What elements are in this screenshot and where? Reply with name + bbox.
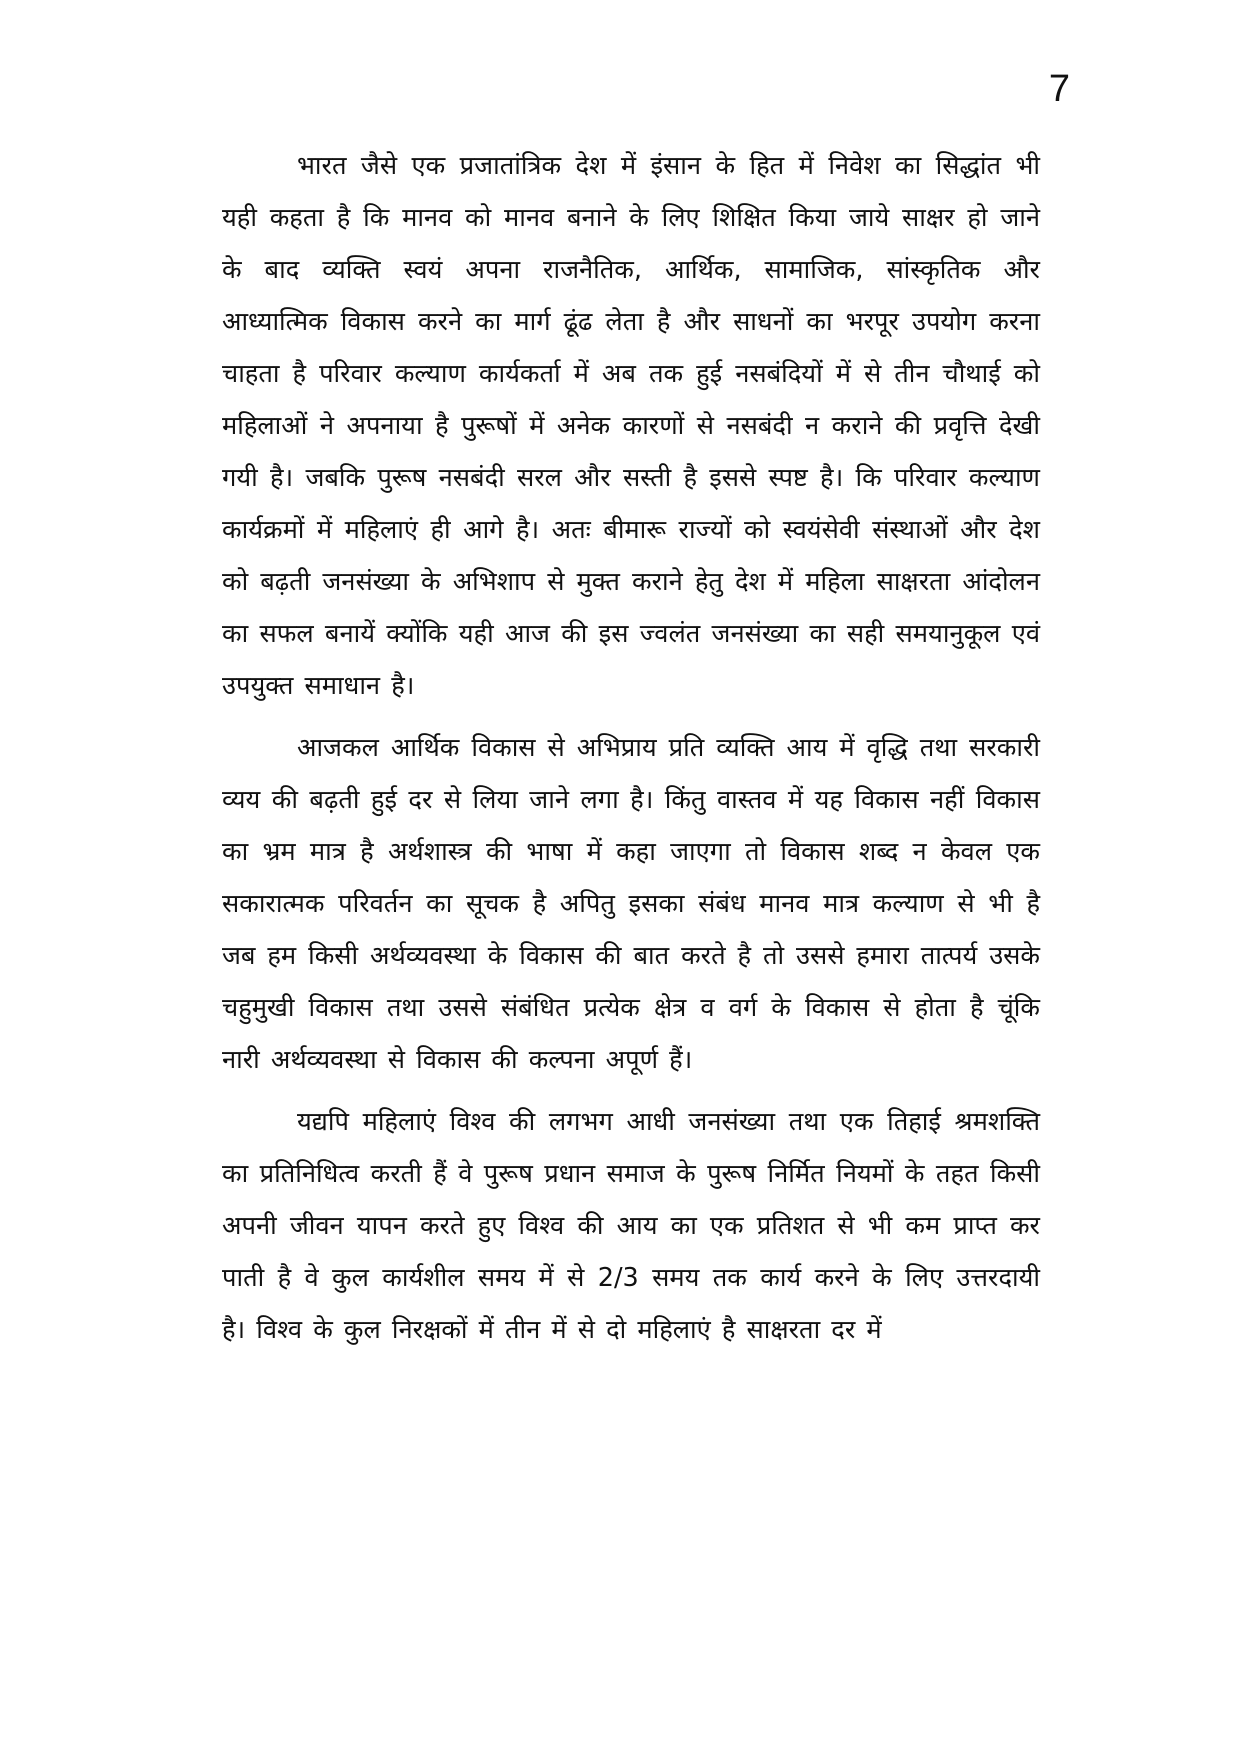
paragraph-economic-development: आजकल आर्थिक विकास से अभिप्राय प्रति व्यक्ति आय में वृद्धि तथा सरकारी व्यय की बढ़ती हुई दर से लिया जाने लगा है। किंतु वास्तव में यह विकास नहीं विकास का भ्रम मात्र है अर्थशास्त्र की भाषा में कहा जाएगा तो विकास शब्द न केवल एक सकारात्मक परिवर्तन का सूचक है अपितु इसका संबंध मानव मात्र कल्याण से भी है जब हम किसी अर्थव्यवस्था के विकास की बात करते है तो उससे हमारा तात्पर्य उसके चहुमुखी विकास तथा उससे संबंधित प्रत्येक क्षेत्र व वर्ग के विकास से होता है चूंकि नारी अर्थव्यवस्था से विकास की कल्पना अपूर्ण हैं। <box>222 733 1040 1075</box>
page-number: 7 <box>1048 68 1070 110</box>
body-text <box>222 140 1040 1366</box>
paragraph-literacy-family-welfare: भारत जैसे एक प्रजातांत्रिक देश में इंसान के हित में निवेश का सिद्धांत भी यही कहता है कि मानव को मानव बनाने के लिए शिक्षित किया जाये साक्षर हो जाने के बाद व्यक्ति स्वयं अपना राजनैतिक, आर्थिक, सामाजिक, सांस्कृतिक और आध्यात्मिक विकास करने का मार्ग ढूंढ लेता है और साधनों का भरपूर उपयोग करना चाहता है परिवार कल्याण कार्यकर्ता में अब तक हुई नसबंदियों में से तीन चौथाई को महिलाओं ने अपनाया है पुरूषों में अनेक कारणों से नसबंदी न कराने की प्रवृत्ति देखी गयी है। जबकि पुरूष नसबंदी सरल और सस्ती है इससे स्पष्ट है। कि परिवार कल्याण कार्यक्रमों में महिलाएं ही आगे है। अतः बीमारू राज्यों को स्वयंसेवी संस्थाओं और देश को बढ़ती जनसंख्या के अभिशाप से मुक्त कराने हेतु देश में महिला साक्षरता आंदोलन का सफल बनायें क्योंकि यही आज की इस ज्वलंत जनसंख्या का सही समयानुकूल एवं उपयुक्त समाधान है। <box>222 151 1041 701</box>
paragraph-women-workforce: यद्यपि महिलाएं विश्व की लगभग आधी जनसंख्या तथा एक तिहाई श्रमशक्ति का प्रतिनिधित्व करती हैं वे पुरूष प्रधान समाज के पुरूष निर्मित नियमों के तहत किसी अपनी जीवन यापन करते हुए विश्व की आय का एक प्रतिशत से भी कम प्राप्त कर पाती है वे कुल कार्यशील समय में से 2/3 समय तक कार्य करने के लिए उत्तरदायी है। विश्व के कुल निरक्षकों में तीन में से दो महिलाएं है साक्षरता दर में <box>222 1107 1040 1345</box>
